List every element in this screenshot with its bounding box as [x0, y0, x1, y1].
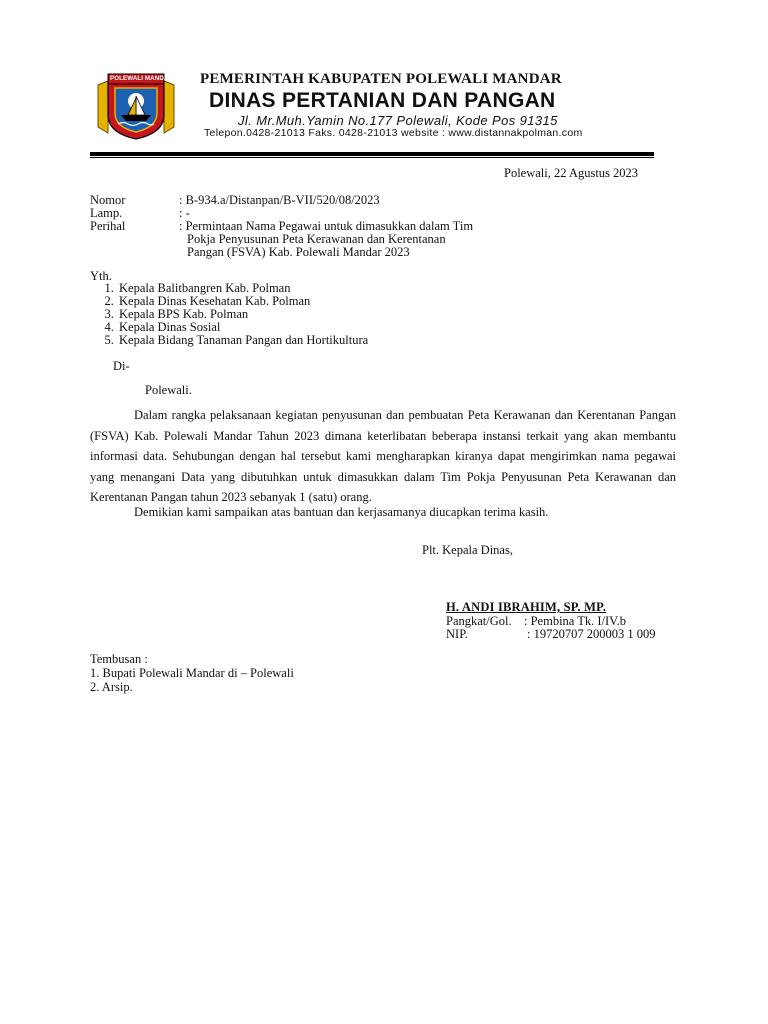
rank-label: Pangkat/Gol.: [446, 614, 512, 628]
di-label: Di-: [113, 359, 130, 373]
signatory-name: H. ANDI IBRAHIM, SP. MP.: [446, 600, 607, 614]
cc-heading: Tembusan :: [90, 652, 148, 666]
recipient-item: 2. Kepala Dinas Kesehatan Kab. Polman: [117, 295, 368, 308]
nomor-label: Nomor: [90, 193, 126, 207]
letter-date: Polewali, 22 Agustus 2023: [504, 166, 639, 180]
body-paragraph-1: Dalam rangka pelaksanaan kegiatan penyusunan dan pembuatan Peta Kerawanan dan Kerentanan Pangan (FSVA) Kab. Polewali Mandar Tahun 2023 dimana keterlibatan beberapa instansi terkait yang akan membantu informasi data. Sehubungan dengan hal tersebut kami mengharapkan kiranya dapat mengirimkan nama pegawai yang menangani Data yang dibutuhkan untuk dimasukkan dalam Tim Pokja Penyusunan Peta Kerawanan dan Kerentanan Pangan tahun 2023 sebanyak 1 (satu) orang.: [90, 408, 676, 504]
recipient-item: 1. Kepala Balitbangren Kab. Polman: [117, 282, 368, 295]
recipient-place: Polewali.: [145, 383, 192, 397]
letterhead-rule-thin: [90, 157, 654, 158]
perihal-label: Perihal: [90, 219, 126, 233]
perihal-line: Pangan (FSVA) Kab. Polewali Mandar 2023: [187, 245, 410, 259]
cc-item: 2. Arsip.: [90, 680, 133, 694]
nomor-value: : B-934.a/Distanpan/B-VII/520/08/2023: [179, 193, 380, 207]
cc-list: [90, 666, 294, 694]
logo-banner-text: POLEWALI MANDAR: [110, 75, 174, 82]
salutation: Yth.: [90, 269, 112, 283]
cc-item: 1. Bupati Polewali Mandar di – Polewali: [90, 666, 294, 680]
recipient-list: [88, 282, 368, 347]
letterhead-address: Jl. Mr.Muh.Yamin No.177 Polewali, Kode Pos 91315: [238, 113, 558, 128]
nip-value: : 19720707 200003 1 009: [527, 627, 656, 641]
signatory-title: Plt. Kepala Dinas,: [422, 543, 513, 557]
lampiran-value: : -: [179, 206, 190, 220]
recipient-item: 4. Kepala Dinas Sosial: [117, 321, 368, 334]
regency-logo: [96, 71, 176, 141]
letterhead-government: PEMERINTAH KABUPATEN POLEWALI MANDAR: [200, 71, 562, 87]
rank-value: : Pembina Tk. I/IV.b: [524, 614, 626, 628]
perihal-line: : Permintaan Nama Pegawai untuk dimasukkan dalam Tim: [179, 219, 474, 233]
letterhead-contact: Telepon.0428-21013 Faks. 0428-21013 website : www.distannakpolman.com: [204, 127, 583, 139]
recipient-item: 3. Kepala BPS Kab. Polman: [117, 308, 368, 321]
recipient-item: 5. Kepala Bidang Tanaman Pangan dan Hortikultura: [117, 334, 368, 347]
perihal-line: Pokja Penyusunan Peta Kerawanan dan Kerentanan: [187, 232, 446, 246]
lampiran-label: Lamp.: [90, 206, 123, 220]
letterhead-agency: DINAS PERTANIAN DAN PANGAN: [209, 89, 556, 112]
body-paragraph-2: Demikian kami sampaikan atas bantuan dan kerjasamanya diucapkan terima kasih.: [134, 505, 549, 519]
nip-label: NIP.: [446, 627, 468, 641]
letterhead-rule-thick: [90, 152, 654, 156]
